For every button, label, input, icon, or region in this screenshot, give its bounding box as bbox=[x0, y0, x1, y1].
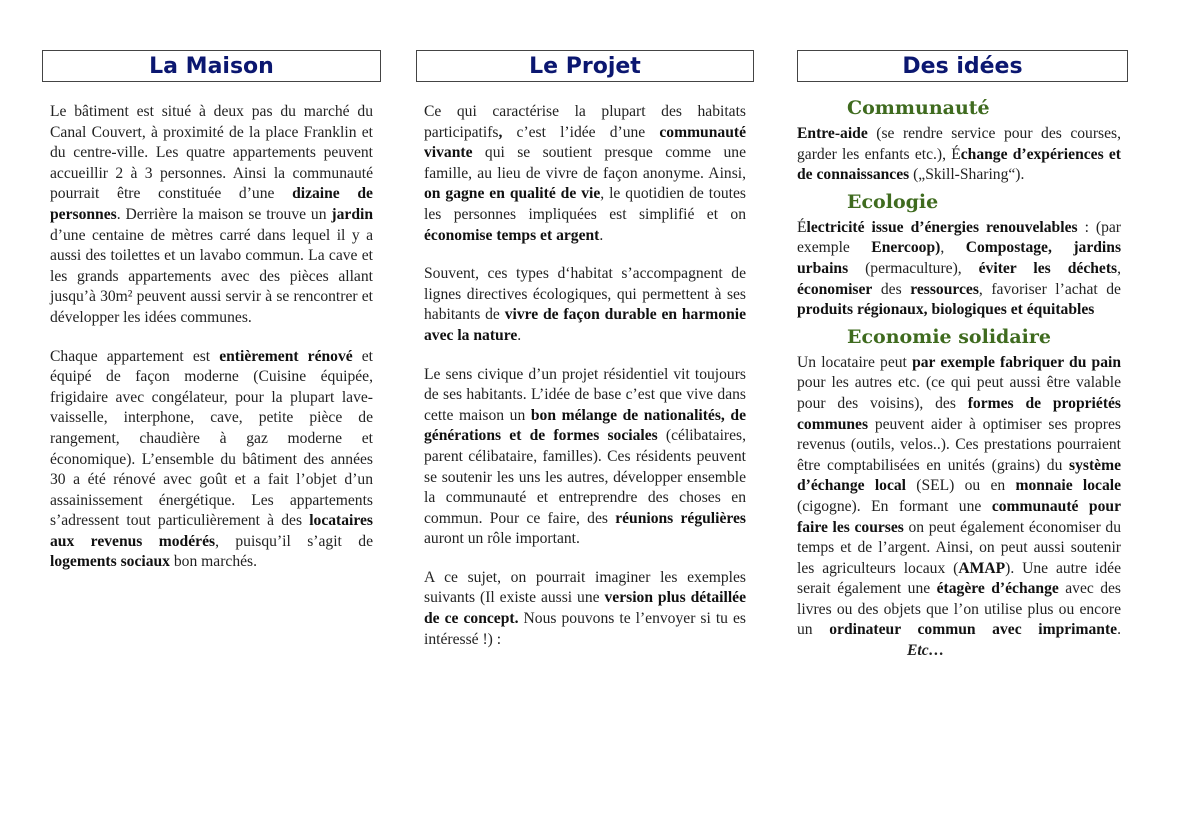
section-title: Le Projet bbox=[416, 50, 754, 82]
column-body bbox=[797, 96, 1121, 662]
text-run: d’une centaine de mètres carré dans lequel il y a aussi des toilettes et un lavabo commun. La cave et les grands appartements avec des pièces allant jusqu’à 30m² peuvent aussi servir à se rencontrer et développer les idées communes. bbox=[50, 226, 373, 326]
column-body bbox=[42, 102, 381, 573]
bold-text: étagère d’échange bbox=[936, 580, 1059, 598]
text-run: Chaque appartement est bbox=[50, 347, 220, 365]
text-run: . bbox=[599, 226, 604, 244]
bold-text: vivre de façon durable en harmonie avec la nature bbox=[424, 306, 746, 344]
text-run: Nous pouvons te l’envoyer si tu es intéressé !) : bbox=[424, 610, 746, 648]
bold-text: économiser bbox=[797, 280, 873, 298]
bold-text: monnaie locale bbox=[1015, 477, 1122, 495]
text-run: , le quotidien de toutes les personnes impliquées est simplifié et on bbox=[424, 185, 746, 223]
text-run: (permaculture), bbox=[848, 259, 979, 277]
text-run: avec des livres ou des objets que l’on utilise plus ou encore un bbox=[797, 580, 1121, 639]
subheading-economie-solidaire: Economie solidaire bbox=[847, 325, 1051, 348]
bold-text: ressources bbox=[910, 280, 979, 298]
bold-text: éviter les déchets bbox=[978, 259, 1118, 277]
bold-text: AMAP bbox=[958, 559, 1006, 577]
bold-text: , bbox=[498, 123, 503, 141]
text-run: A ce sujet, on pourrait imaginer les exemples suivants (Il existe aussi une bbox=[424, 568, 746, 607]
text-run: , favoriser l’achat de bbox=[978, 280, 1121, 298]
text-run: , bbox=[940, 239, 966, 257]
text-run: . bbox=[517, 326, 522, 344]
text-run: qui se soutient presque comme une famille, au lieu de vivre de façon anonyme. Ainsi, bbox=[424, 144, 746, 182]
text-run: Un locataire peut bbox=[797, 353, 913, 371]
text-run: . bbox=[1117, 621, 1121, 639]
text-run: Ce qui caractérise la plupart des habitats participatifs bbox=[424, 103, 746, 141]
bold-text: locataires aux revenus modérés bbox=[50, 512, 373, 550]
column-body bbox=[416, 102, 754, 650]
bold-text: par exemple fabriquer du pain bbox=[912, 353, 1121, 371]
text-run: on peut également économiser du temps et de l’argent. Ainsi, on peut aussi soutenir les agriculteurs locaux ( bbox=[797, 518, 1121, 577]
text-run: . Derrière la maison se trouve un bbox=[116, 205, 332, 223]
paragraph bbox=[424, 365, 746, 550]
section-title: La Maison bbox=[42, 50, 381, 82]
text-run: : (par exemple bbox=[797, 218, 1122, 257]
bold-text: change d’expériences et de connaissances bbox=[797, 145, 1121, 184]
bold-text: on gagne en qualité de vie bbox=[424, 185, 601, 203]
paragraph bbox=[424, 568, 746, 650]
bold-text: entièrement rénové bbox=[219, 347, 353, 365]
bold-text: lectricité issue d’énergies renouvelables bbox=[806, 218, 1078, 236]
paragraph bbox=[797, 353, 1121, 662]
subheading-communaute: Communauté bbox=[847, 97, 990, 119]
bold-text: jardin bbox=[331, 205, 373, 223]
paragraph bbox=[797, 124, 1121, 186]
bold-text: logements sociaux bbox=[50, 553, 170, 571]
paragraph bbox=[797, 218, 1121, 321]
bold-text: économise temps et argent bbox=[424, 226, 600, 244]
text-run: Souvent, ces types d‘habitat s’accompagnent de lignes directives écologiques, qui permettent à ses habitants de bbox=[424, 265, 746, 324]
bold-text: Compostage, jardins urbains bbox=[797, 239, 1122, 277]
text-run: peuvent aider à optimiser ses propres revenus (outils, velos..). Ces prestations pourraient être comptabilisées en unités (grains) du bbox=[797, 415, 1121, 474]
text-run: (SEL) ou en bbox=[906, 477, 1016, 495]
paragraph bbox=[424, 102, 746, 246]
text-run: et équipé de façon moderne (Cuisine équipée, frigidaire avec congélateur, pour la plupart lave-vaisselle, interphone, cave, petite pièce de rangement, chaudière à gaz moderne et économique). L’ensemble du bâtiment des années 30 a été rénové avec goût et a fait l’objet d’un assainissement énergétique. Les appartements s’adressent tout particulièrement à des bbox=[50, 347, 373, 530]
paragraph-text bbox=[797, 354, 1121, 639]
paragraph bbox=[50, 102, 373, 329]
column-la-maison bbox=[42, 50, 381, 591]
bold-text: Entre-aide bbox=[797, 125, 868, 142]
bold-text: réunions régulières bbox=[615, 509, 747, 527]
bold-text: formes de propriétés communes bbox=[797, 394, 1121, 433]
subheading-ecologie: Ecologie bbox=[847, 190, 939, 213]
bold-text: bon mélange de nationalités, de générations et de formes sociales bbox=[424, 406, 746, 445]
bold-text: communauté pour faire les courses bbox=[797, 497, 1121, 536]
bold-text: Enercoop) bbox=[871, 239, 941, 257]
text-run: É bbox=[797, 218, 807, 236]
bold-text: dizaine de personnes bbox=[50, 185, 373, 223]
bold-text: ordinateur commun avec imprimante bbox=[829, 621, 1118, 639]
text-run: ). Une autre idée serait également une bbox=[797, 559, 1121, 598]
text-run: Le sens civique d’un projet résidentiel vit toujours de ses habitants. L’idée de base c’est que vive dans cette maison un bbox=[424, 365, 746, 424]
text-run: (célibataires, parent célibataire, familles). Ces résidents peuvent se soutenir les uns les autres, développer ensemble la communauté et entreprendre des choses en commun. Pour ce faire, des bbox=[424, 427, 746, 527]
text-run: des bbox=[872, 280, 911, 298]
text-run: , puisqu’il s’agit de bbox=[215, 532, 374, 550]
section-title: Des idées bbox=[797, 50, 1128, 82]
bold-text: version plus détaillée de ce concept. bbox=[424, 589, 746, 628]
text-run: auront un rôle important. bbox=[424, 530, 580, 548]
text-run: (cigogne). En formant une bbox=[797, 497, 992, 515]
text-run: c’est l’idée d’une bbox=[502, 123, 660, 141]
text-run: (se rendre service pour des courses, garder les enfants etc.), É bbox=[797, 125, 1121, 163]
bold-text: système d’échange local bbox=[797, 456, 1121, 495]
paragraph bbox=[424, 264, 746, 346]
text-run: pour les autres etc. (ce qui peut aussi être valable pour des voisins), des bbox=[797, 374, 1121, 412]
text-run: („Skill-Sharing“). bbox=[909, 166, 1025, 184]
text-run: , bbox=[1117, 259, 1121, 277]
paragraph bbox=[50, 347, 373, 574]
text-run: bon marchés. bbox=[169, 553, 258, 571]
column-le-projet bbox=[416, 50, 754, 668]
bold-text: communauté vivante bbox=[424, 123, 746, 162]
text-run: Le bâtiment est situé à deux pas du marché du Canal Couvert, à proximité de la place Franklin et du centre-ville. Les quatre appartements peuvent accueillir 2 à 3 personnes. Ainsi la communauté pourrait être constituée d’une bbox=[50, 103, 373, 203]
column-des-idees bbox=[797, 50, 1128, 666]
etc-text: Etc… bbox=[907, 642, 945, 660]
bold-text: produits régionaux, biologiques et équitables bbox=[797, 301, 1095, 319]
